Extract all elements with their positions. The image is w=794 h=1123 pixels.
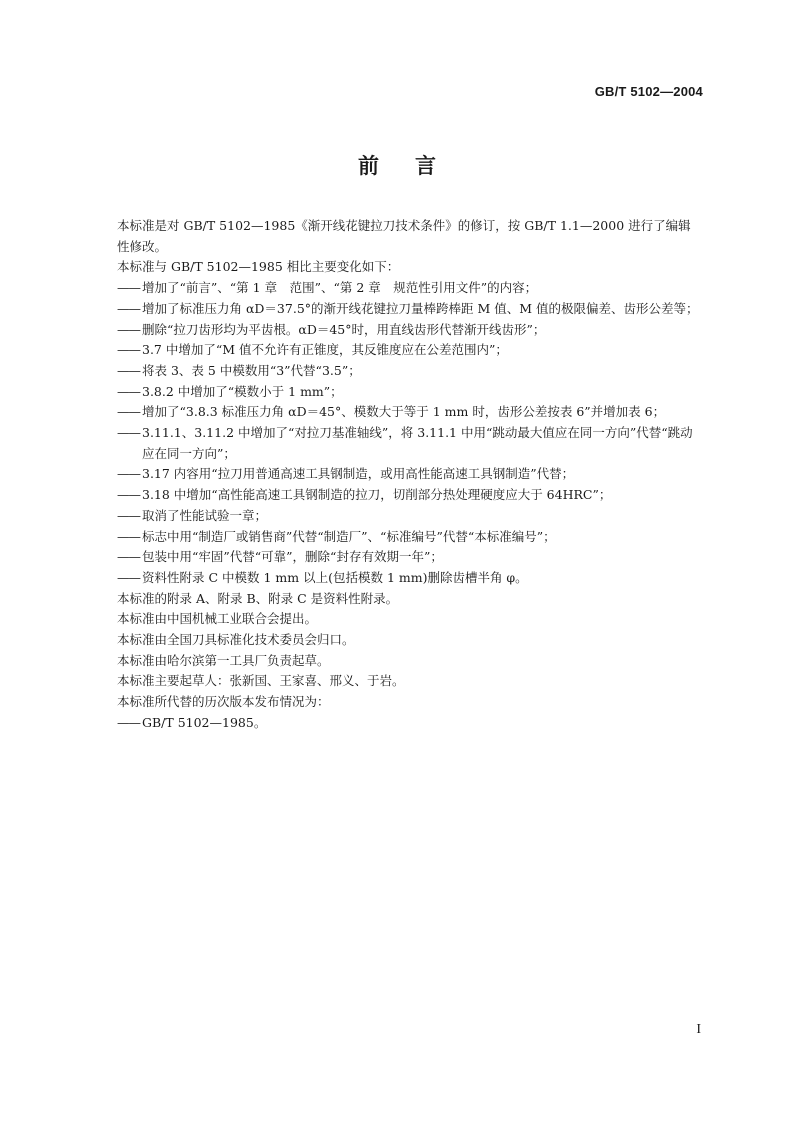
change-text: 资料性附录 C 中模数 1 mm 以上(包括模数 1 mm)删除齿槽半角 φ。 [142, 569, 528, 585]
change-text: 3.11.1、3.11.2 中增加了“对拉刀基准轴线”，将 3.11.1 中用“跳动最大值应在同一方向”代替“跳动应在同一方向”； [142, 425, 693, 461]
dash-marker: —— [117, 342, 140, 358]
closing-paragraph: 本标准主要起草人：张新国、王家喜、邢义、于岩。 [117, 673, 405, 689]
closing-paragraph: 本标准由全国刀具标准化技术委员会归口。 [117, 632, 355, 648]
change-item [117, 361, 703, 382]
closing-paragraph: 本标准的附录 A、附录 B、附录 C 是资料性附录。 [117, 590, 399, 606]
dash-marker: —— [117, 321, 140, 337]
standard-code: GB/T 5102—2004 [594, 84, 703, 99]
dash-marker: —— [117, 487, 140, 503]
change-item [117, 320, 703, 341]
change-text: 增加了“前言”、“第 1 章 范围”、“第 2 章 规范性引用文件”的内容； [142, 280, 538, 296]
change-text: 删除“拉刀齿形均为平齿根。αD＝45°时，用直线齿形代替渐开线齿形”； [142, 321, 546, 337]
change-text: 3.18 中增加“高性能高速工具钢制造的拉刀，切削部分热处理硬度应大于 64HRC”； [142, 487, 612, 503]
change-text: 将表 3、表 5 中模数用“3”代替“3.5”； [142, 362, 361, 378]
change-text: 取消了性能试验一章； [142, 507, 268, 523]
page-title: 前言 [358, 154, 472, 178]
change-item [117, 299, 703, 320]
change-text: 增加了“3.8.3 标准压力角 αD＝45°、模数大于等于 1 mm 时，齿形公差按表 6”并增加表 6； [142, 404, 666, 420]
page-number: I [696, 1022, 701, 1037]
history-item [117, 713, 703, 734]
closing-paragraph: 本标准由中国机械工业联合会提出。 [117, 611, 318, 627]
change-item [117, 568, 703, 589]
dash-marker: —— [117, 280, 140, 296]
change-item [117, 278, 703, 299]
dash-marker: —— [117, 404, 140, 420]
change-item [117, 527, 703, 548]
dash-marker: —— [117, 425, 140, 441]
dash-marker: —— [117, 466, 140, 482]
intro-paragraph: 本标准与 GB/T 5102—1985 相比主要变化如下： [117, 259, 400, 275]
change-text: 包装中用“牢固”代替“可靠”，删除“封存有效期一年”； [142, 549, 443, 565]
change-item [117, 547, 703, 568]
intro-paragraph: 本标准是对 GB/T 5102—1985《渐开线花键拉刀技术条件》的修订，按 GB/T 1.1—2000 进行了编辑性修改。 [117, 218, 691, 254]
change-item [117, 340, 703, 361]
change-item [117, 423, 703, 464]
change-item [117, 485, 703, 506]
change-text: 3.8.2 中增加了“模数小于 1 mm”； [142, 383, 343, 399]
dash-marker: —— [117, 549, 140, 565]
dash-marker: —— [117, 714, 140, 730]
foreword-body [117, 216, 703, 734]
change-text: 3.17 内容用“拉刀用普通高速工具钢制造，或用高性能高速工具钢制造”代替； [142, 466, 575, 482]
closing-paragraph: 本标准所代替的历次版本发布情况为： [117, 694, 330, 710]
change-item [117, 506, 703, 527]
dash-marker: —— [117, 528, 140, 544]
change-item [117, 402, 703, 423]
change-text: 增加了标准压力角 αD＝37.5°的渐开线花键拉刀量棒跨棒距 M 值、M 值的极限偏差、齿形公差等； [142, 300, 699, 316]
dash-marker: —— [117, 362, 140, 378]
change-text: 标志中用“制造厂或销售商”代替“制造厂”、“标准编号”代替“本标准编号”； [142, 528, 556, 544]
history-text: GB/T 5102—1985。 [142, 714, 267, 730]
dash-marker: —— [117, 383, 140, 399]
dash-marker: —— [117, 569, 140, 585]
change-item [117, 382, 703, 403]
closing-paragraph: 本标准由哈尔滨第一工具厂负责起草。 [117, 652, 330, 668]
change-item [117, 464, 703, 485]
change-text: 3.7 中增加了“M 值不允许有正锥度，其反锥度应在公差范围内”； [142, 342, 508, 358]
dash-marker: —— [117, 507, 140, 523]
dash-marker: —— [117, 300, 140, 316]
